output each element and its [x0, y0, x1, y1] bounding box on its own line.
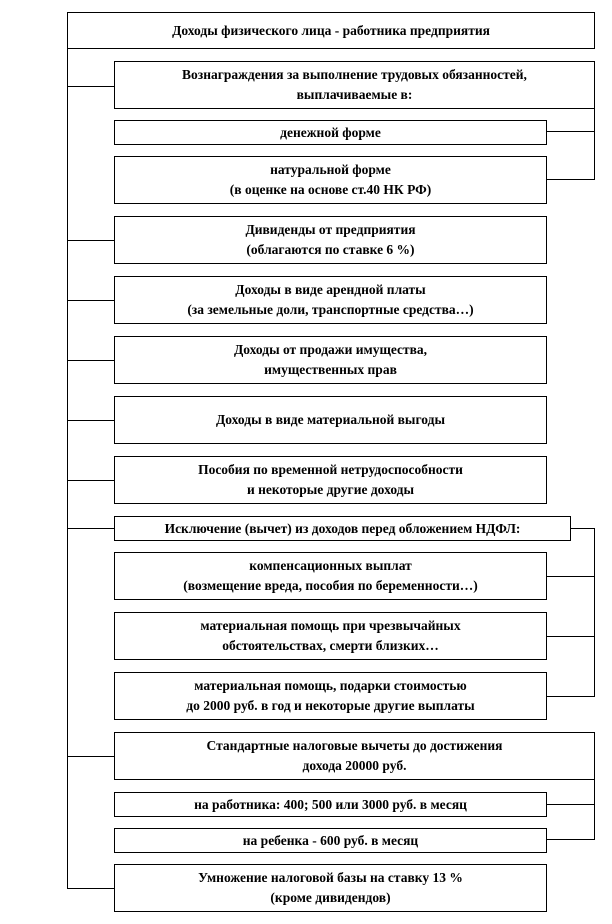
connector-sick-benefits [67, 480, 114, 481]
wages-in-kind-text-line1: натуральной форме [270, 162, 391, 177]
connector-exclusion [67, 528, 114, 529]
bracket-exclusion-compensation [546, 576, 595, 577]
rent-text-line2: (за земельные доли, транспортные средства…) [187, 302, 474, 317]
exclusion-emergency-aid-box [114, 612, 547, 660]
wages-text-line2: выплачиваемые в: [296, 87, 413, 102]
connector-standard-deductions [67, 756, 114, 757]
connector-rent [67, 300, 114, 301]
main-trunk-line [67, 48, 68, 888]
deduction-employee-text: на работника: 400; 500 или 3000 руб. в месяц [194, 796, 467, 812]
standard-deductions-box [114, 732, 595, 780]
exclusion-box [114, 516, 571, 541]
property-sale-text-line1: Доходы от продажи имущества, [233, 342, 428, 357]
wages-text-line1: Вознаграждения за выполнение трудовых обязанностей, [182, 67, 527, 82]
sick-benefits-text-line1: Пособия по временной нетрудоспособности [198, 462, 463, 477]
bracket-exclusion-vertical [594, 528, 595, 696]
wages-in-kind-text-line2: (в оценке на основе ст.40 НК РФ) [229, 182, 432, 197]
deduction-employee-box [114, 792, 547, 817]
dividends-text-line2: (облагаются по ставке 6 %) [246, 242, 415, 257]
wages-in-kind-box [114, 156, 547, 204]
exclusion-compensation-text-line1: компенсационных выплат [249, 558, 412, 573]
wages-box [114, 61, 595, 109]
bracket-deductions-employee [546, 804, 595, 805]
deduction-child-text: на ребенка - 600 руб. в месяц [242, 832, 419, 848]
property-sale-box [114, 336, 547, 384]
connector-dividends [67, 240, 114, 241]
exclusion-emergency-aid-text-line1: материальная помощь при чрезвычайных [200, 618, 461, 633]
rent-text-line1: Доходы в виде арендной платы [235, 282, 426, 297]
bracket-wages-in-kind [546, 179, 595, 180]
exclusion-text: Исключение (вычет) из доходов перед обложением НДФЛ: [164, 520, 521, 536]
connector-property-sale [67, 360, 114, 361]
bracket-wages-cash [546, 131, 595, 132]
rent-box [114, 276, 547, 324]
root-income-box [67, 12, 595, 49]
property-sale-text-line2: имущественных прав [264, 362, 397, 377]
standard-deductions-text-line1: Стандартные налоговые вычеты до достижения [206, 738, 503, 753]
exclusion-emergency-aid-text-line2: обстоятельствах, смерти близких… [222, 638, 439, 653]
bracket-exclusion-emergency-aid [546, 636, 595, 637]
exclusion-gifts-text-line2: до 2000 руб. в год и некоторые другие выплаты [186, 698, 475, 713]
exclusion-compensation-box [114, 552, 547, 600]
sick-benefits-box [114, 456, 547, 504]
exclusion-gifts-text-line1: материальная помощь, подарки стоимостью [194, 678, 467, 693]
exclusion-compensation-text-line2: (возмещение вреда, пособия по беременности…) [183, 578, 478, 593]
bracket-exclusion-gifts [546, 696, 595, 697]
root-income-text: Доходы физического лица - работника предприятия [172, 22, 490, 38]
connector-multiplication [67, 888, 114, 889]
bracket-exclusion-top [571, 528, 595, 529]
exclusion-gifts-box [114, 672, 547, 720]
multiplication-text-line1: Умножение налоговой базы на ставку 13 % [198, 870, 463, 885]
multiplication-box [114, 864, 547, 912]
bracket-deductions-child [546, 839, 595, 840]
deduction-child-box [114, 828, 547, 853]
standard-deductions-text-line2: дохода 20000 руб. [302, 758, 407, 773]
connector-wages [67, 86, 114, 87]
multiplication-text-line2: (кроме дивидендов) [270, 890, 391, 905]
wages-cash-text: денежной форме [280, 124, 381, 140]
material-benefit-box [114, 396, 547, 444]
sick-benefits-text-line2: и некоторые другие доходы [246, 482, 415, 497]
material-benefit-text: Доходы в виде материальной выгоды [215, 412, 445, 427]
connector-material-benefit [67, 420, 114, 421]
dividends-box [114, 216, 547, 264]
wages-cash-box [114, 120, 547, 145]
dividends-text-line1: Дивиденды от предприятия [245, 222, 416, 237]
